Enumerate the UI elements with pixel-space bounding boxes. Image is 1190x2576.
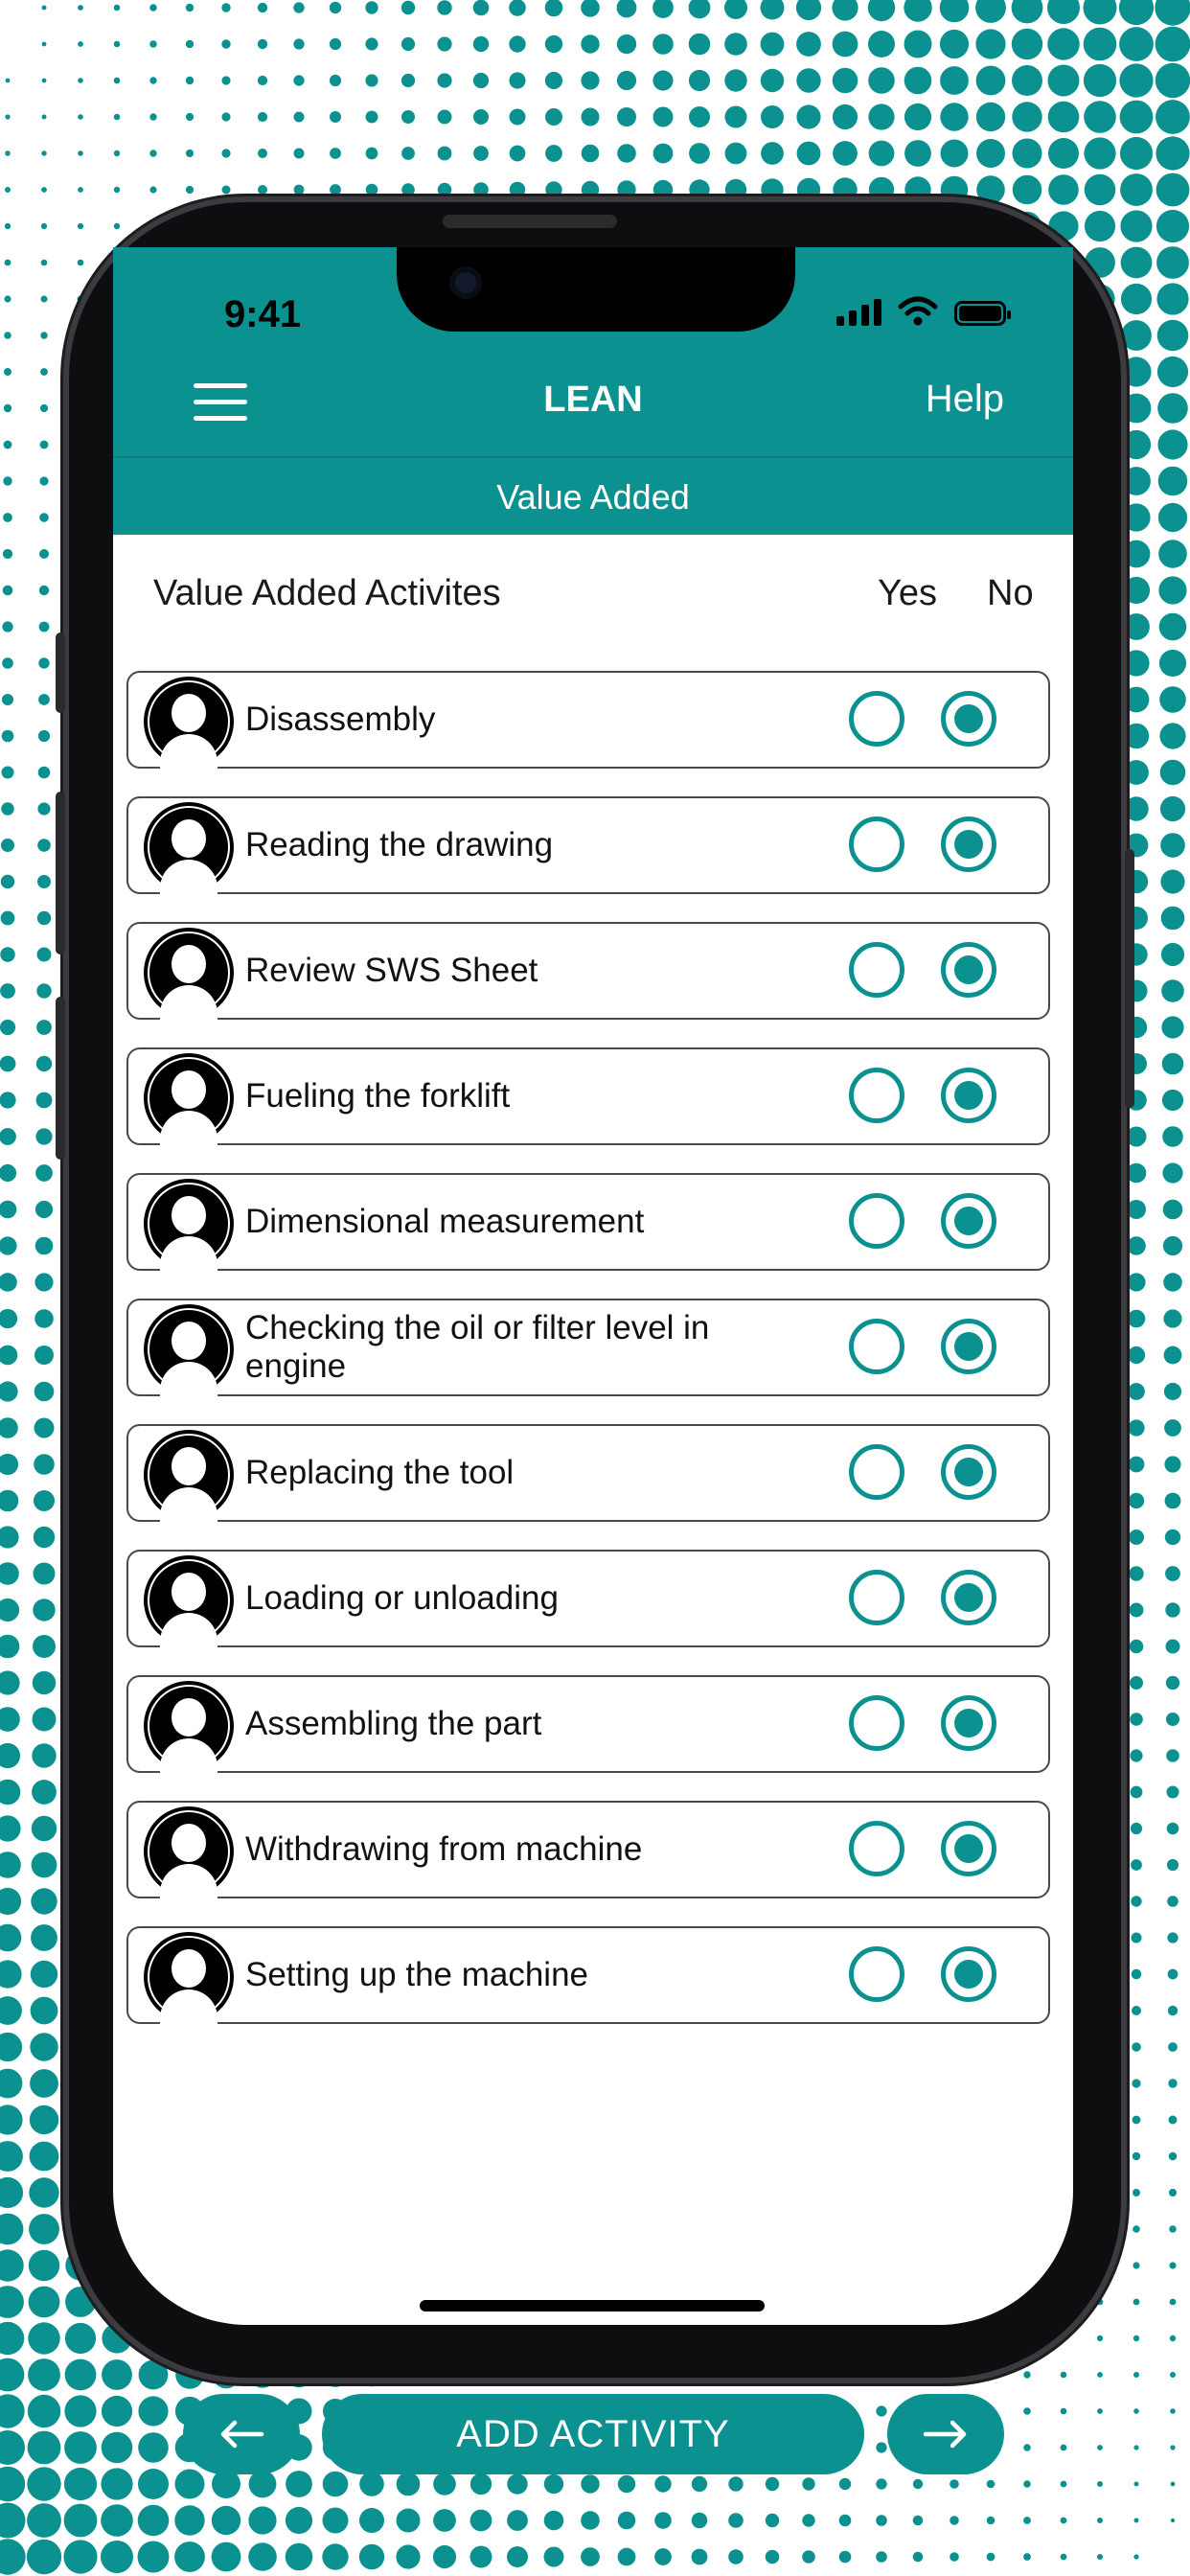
activity-row [126, 796, 1050, 894]
user-avatar-icon [144, 1179, 234, 1269]
user-avatar-icon [144, 1932, 234, 2022]
radio-yes[interactable] [849, 1695, 904, 1751]
activity-label: Setting up the machine [245, 1956, 589, 1993]
user-avatar-icon [144, 1681, 234, 1771]
user-avatar-icon [144, 1430, 234, 1520]
user-avatar-icon [144, 802, 234, 892]
home-indicator[interactable] [420, 2300, 765, 2312]
activity-label: Fueling the forklift [245, 1077, 511, 1115]
user-avatar-icon [144, 677, 234, 767]
user-avatar-icon [144, 1053, 234, 1143]
help-link[interactable]: Help [925, 378, 1004, 420]
app-screen [113, 247, 1073, 2455]
activity-row [126, 1047, 1050, 1145]
activity-label: Checking the oil or filter level in engine [245, 1309, 710, 1385]
arrow-right-icon [924, 2420, 968, 2449]
page-title: LEAN [543, 380, 643, 420]
list-header [153, 573, 1044, 631]
status-icons [836, 297, 1006, 326]
radio-yes[interactable] [849, 1068, 904, 1123]
radio-yes[interactable] [849, 1570, 904, 1625]
user-avatar-icon [144, 1304, 234, 1394]
activity-row [126, 671, 1050, 769]
add-activity-button[interactable]: ADD ACTIVITY [322, 2394, 864, 2474]
radio-yes[interactable] [849, 1193, 904, 1249]
volume-down-button [56, 997, 65, 1160]
radio-yes[interactable] [849, 1319, 904, 1374]
radio-no[interactable] [941, 1193, 996, 1249]
user-avatar-icon [144, 1806, 234, 1897]
radio-no[interactable] [941, 942, 996, 998]
notch [397, 247, 795, 332]
next-button[interactable] [887, 2394, 1004, 2474]
activity-label: Replacing the tool [245, 1454, 515, 1491]
activity-row [126, 1299, 1050, 1396]
activity-row [126, 1801, 1050, 1898]
radio-yes[interactable] [849, 816, 904, 872]
activity-row [126, 922, 1050, 1020]
radio-no[interactable] [941, 1444, 996, 1500]
activity-label: Reading the drawing [245, 826, 554, 863]
volume-up-button [56, 792, 65, 954]
activity-label: Review SWS Sheet [245, 952, 538, 989]
activity-row [126, 1675, 1050, 1773]
earpiece-speaker [443, 215, 617, 228]
radio-no[interactable] [941, 1695, 996, 1751]
radio-yes[interactable] [849, 1444, 904, 1500]
column-no-label: No [987, 573, 1034, 613]
radio-no[interactable] [941, 1570, 996, 1625]
activity-row [126, 1424, 1050, 1522]
radio-no[interactable] [941, 1068, 996, 1123]
section-subtitle: Value Added [113, 456, 1073, 537]
radio-no[interactable] [941, 1946, 996, 2002]
power-button [1125, 849, 1134, 1108]
activity-label: Disassembly [245, 701, 436, 738]
radio-no[interactable] [941, 691, 996, 747]
radio-yes[interactable] [849, 691, 904, 747]
user-avatar-icon [144, 1555, 234, 1645]
activity-row [126, 1550, 1050, 1647]
user-avatar-icon [144, 928, 234, 1018]
activity-label: Assembling the part [245, 1705, 542, 1742]
wifi-icon [899, 297, 937, 326]
radio-no[interactable] [941, 816, 996, 872]
radio-no[interactable] [941, 1821, 996, 1876]
radio-no[interactable] [941, 1319, 996, 1374]
activity-label: Withdrawing from machine [245, 1830, 643, 1868]
silent-switch [56, 632, 65, 713]
camera-icon [449, 266, 482, 299]
arrow-left-icon [219, 2420, 263, 2449]
radio-yes[interactable] [849, 1946, 904, 2002]
column-yes-label: Yes [878, 573, 937, 613]
activity-row [126, 1173, 1050, 1271]
activity-label: Dimensional measurement [245, 1203, 645, 1240]
prev-button[interactable] [183, 2394, 300, 2474]
radio-yes[interactable] [849, 942, 904, 998]
status-time: 9:41 [224, 293, 302, 335]
activity-label: Loading or unloading [245, 1579, 559, 1617]
activity-row [126, 1926, 1050, 2024]
cellular-signal-icon [836, 297, 881, 326]
list-heading: Value Added Activites [153, 573, 501, 613]
battery-icon [954, 301, 1006, 326]
radio-yes[interactable] [849, 1821, 904, 1876]
